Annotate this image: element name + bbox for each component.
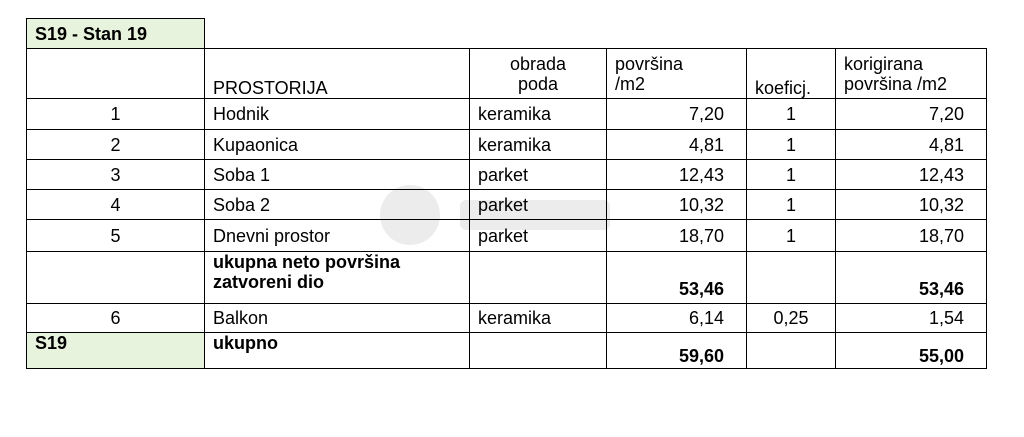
floor-type: parket bbox=[470, 160, 607, 190]
total-floor-empty bbox=[470, 333, 607, 369]
subtotal-coef-empty bbox=[747, 252, 836, 304]
corrected-area: 18,70 bbox=[836, 220, 987, 252]
row-number: 1 bbox=[27, 99, 205, 130]
room-area: 4,81 bbox=[607, 130, 747, 160]
room-area: 12,43 bbox=[607, 160, 747, 190]
corrected-area: 7,20 bbox=[836, 99, 987, 130]
corrected-area: 1,54 bbox=[836, 304, 987, 333]
subtotal-label-line1: ukupna neto površina bbox=[213, 252, 401, 272]
table-row bbox=[27, 304, 987, 333]
subtotal-empty bbox=[27, 252, 205, 304]
row-number: 2 bbox=[27, 130, 205, 160]
coefficient: 1 bbox=[747, 190, 836, 220]
coefficient: 1 bbox=[747, 130, 836, 160]
coefficient: 1 bbox=[747, 220, 836, 252]
total-label: ukupno bbox=[205, 333, 470, 369]
room-name: Hodnik bbox=[205, 99, 470, 130]
subtotal-floor-empty bbox=[470, 252, 607, 304]
apartment-area-table bbox=[26, 18, 987, 369]
table-row bbox=[27, 220, 987, 252]
coefficient: 1 bbox=[747, 160, 836, 190]
room-area: 6,14 bbox=[607, 304, 747, 333]
table-row bbox=[27, 160, 987, 190]
total-area: 59,60 bbox=[607, 333, 747, 369]
coefficient: 0,25 bbox=[747, 304, 836, 333]
coefficient: 1 bbox=[747, 99, 836, 130]
floor-type: parket bbox=[470, 190, 607, 220]
header-povrsina-line2: /m2 bbox=[615, 73, 646, 94]
header-row bbox=[27, 49, 987, 99]
header-povrsina bbox=[607, 49, 747, 99]
floor-type: keramika bbox=[470, 304, 607, 333]
table-row bbox=[27, 130, 987, 160]
row-number: 4 bbox=[27, 190, 205, 220]
row-number: 5 bbox=[27, 220, 205, 252]
table-row bbox=[27, 99, 987, 130]
header-obrada bbox=[470, 49, 607, 99]
header-prostorija bbox=[205, 49, 470, 99]
corrected-area: 10,32 bbox=[836, 190, 987, 220]
table-row bbox=[27, 190, 987, 220]
room-name: Kupaonica bbox=[205, 130, 470, 160]
header-korigirana-line2: površina /m2 bbox=[844, 73, 948, 94]
total-corrected-area: 55,00 bbox=[836, 333, 987, 369]
subtotal-label bbox=[205, 252, 470, 304]
floor-type: keramika bbox=[470, 99, 607, 130]
header-koeficijent-label: koeficj. bbox=[755, 78, 812, 98]
subtotal-corrected-area: 53,46 bbox=[836, 252, 987, 304]
row-number: 6 bbox=[27, 304, 205, 333]
subtotal-row bbox=[27, 252, 987, 304]
corrected-area: 4,81 bbox=[836, 130, 987, 160]
total-code: S19 bbox=[27, 333, 205, 369]
header-empty bbox=[27, 49, 205, 99]
room-area: 7,20 bbox=[607, 99, 747, 130]
header-korigirana bbox=[836, 49, 987, 99]
room-name: Soba 2 bbox=[205, 190, 470, 220]
header-obrada-line1: obrada bbox=[509, 53, 567, 74]
total-coef-empty bbox=[747, 333, 836, 369]
room-area: 10,32 bbox=[607, 190, 747, 220]
room-name: Balkon bbox=[205, 304, 470, 333]
title-row bbox=[27, 19, 987, 49]
apartment-title: S19 - Stan 19 bbox=[27, 19, 205, 49]
corrected-area: 12,43 bbox=[836, 160, 987, 190]
row-number: 3 bbox=[27, 160, 205, 190]
room-area: 18,70 bbox=[607, 220, 747, 252]
header-koeficijent bbox=[747, 49, 836, 99]
floor-type: keramika bbox=[470, 130, 607, 160]
total-row bbox=[27, 333, 987, 369]
header-obrada-line2: poda bbox=[517, 73, 559, 94]
header-prostorija-label: PROSTORIJA bbox=[213, 78, 328, 98]
floor-type: parket bbox=[470, 220, 607, 252]
room-name: Soba 1 bbox=[205, 160, 470, 190]
subtotal-area: 53,46 bbox=[607, 252, 747, 304]
header-korigirana-line1: korigirana bbox=[844, 53, 924, 74]
subtotal-label-line2: zatvoreni dio bbox=[213, 272, 325, 292]
room-name: Dnevni prostor bbox=[205, 220, 470, 252]
title-spacer bbox=[205, 19, 987, 49]
header-povrsina-line1: površina bbox=[615, 53, 684, 74]
